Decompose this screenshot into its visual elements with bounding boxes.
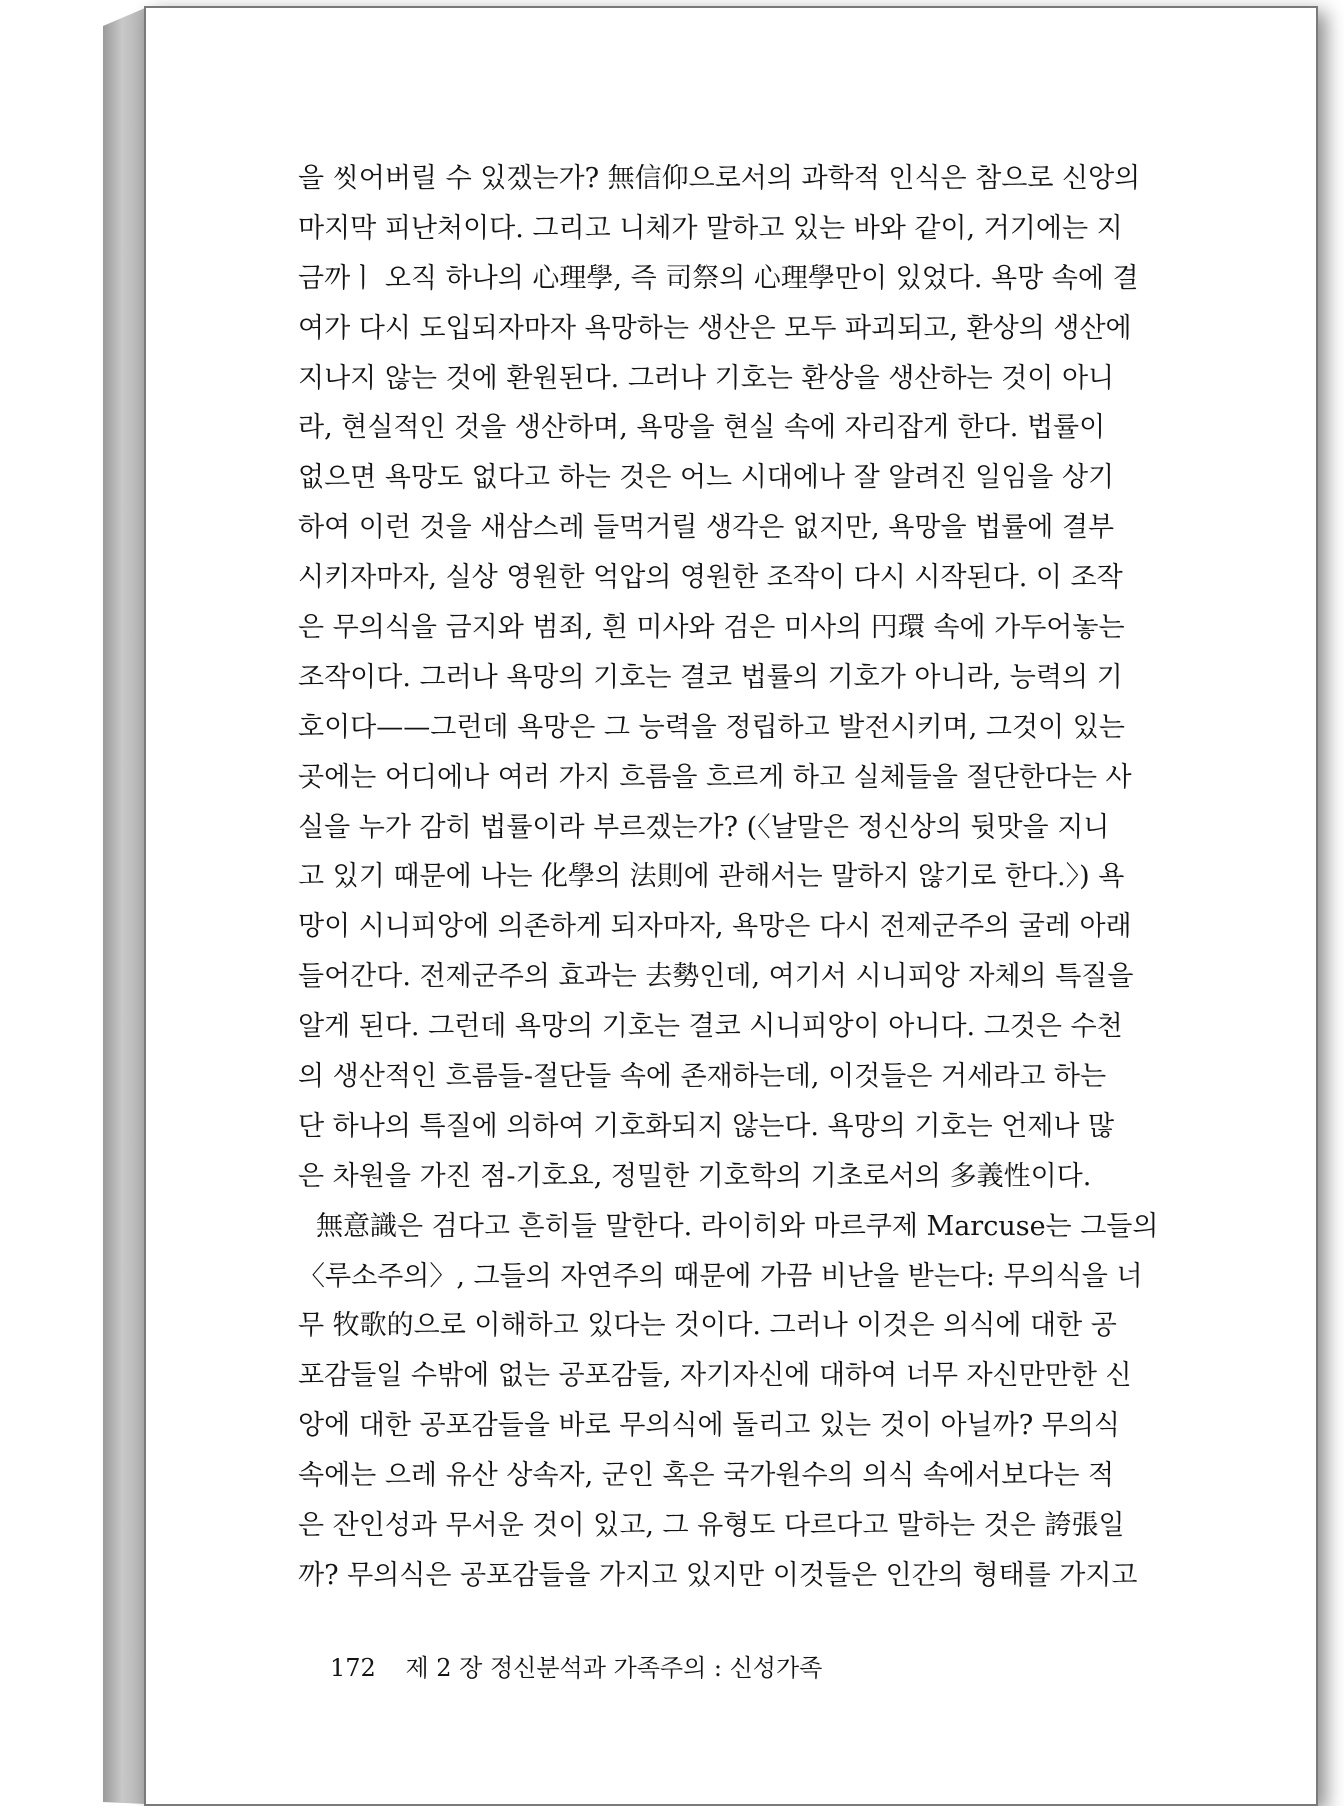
text-line: 하여 이런 것을 새삼스레 들먹거릴 생각은 없지만, 욕망을 법률에 결부: [298, 512, 1115, 544]
text-line: 까? 무의식은 공포감들을 가지고 있지만 이것들은 인간의 형태를 가지고: [298, 1559, 1138, 1591]
text-line: 알게 된다. 그런데 욕망의 기호는 결코 시니피앙이 아니다. 그것은 수천: [298, 1011, 1123, 1043]
text-line: 포감들일 수밖에 없는 공포감들, 자기자신에 대하여 너무 자신만만한 신: [298, 1360, 1132, 1392]
text-line: 금까ㅣ 오직 하나의 心理學, 즉 司祭의 心理學만이 있었다. 욕망 속에 결: [298, 262, 1139, 294]
text-line: 조작이다. 그러나 욕망의 기호는 결코 법률의 기호가 아니라, 능력의 기: [298, 661, 1123, 693]
text-line: 의 생산적인 흐름들-절단들 속에 존재하는데, 이것들은 거세라고 하는: [298, 1061, 1107, 1093]
text-line: 단 하나의 특질에 의하여 기호화되지 않는다. 욕망의 기호는 언제나 많: [298, 1110, 1115, 1142]
text-line: 앙에 대한 공포감들을 바로 무의식에 돌리고 있는 것이 아닐까? 무의식: [298, 1410, 1121, 1442]
text-line: 무 牧歌的으로 이해하고 있다는 것이다. 그러나 이것은 의식에 대한 공: [298, 1310, 1117, 1342]
text-line: 들어간다. 전제군주의 효과는 去勢인데, 여기서 시니피앙 자체의 특질을: [298, 961, 1134, 993]
book-page: [144, 6, 1318, 1806]
text-line: 곳에는 어디에나 여러 가지 흐름을 흐르게 하고 실체들을 절단한다는 사: [298, 761, 1132, 793]
text-line: 속에는 으레 유산 상속자, 군인 혹은 국가원수의 의식 속에서보다는 적: [298, 1460, 1115, 1492]
text-line: 은 잔인성과 무서운 것이 있고, 그 유형도 다르다고 말하는 것은 誇張일: [298, 1510, 1125, 1542]
text-line: 을 씻어버릴 수 있겠는가? 無信仰으로서의 과학적 인식은 참으로 신앙의: [298, 163, 1141, 194]
text-line: 없으면 욕망도 없다고 하는 것은 어느 시대에나 잘 알려진 일임을 상기: [298, 462, 1115, 494]
text-line: 여가 다시 도입되자마자 욕망하는 생산은 모두 파괴되고, 환상의 생산에: [298, 312, 1132, 344]
book-spine: [103, 8, 145, 1804]
text-line: 〈루소주의〉, 그들의 자연주의 때문에 가끔 비난을 받는다: 무의식을 너: [298, 1260, 1143, 1292]
text-line: 은 차원을 가진 점-기호요, 정밀한 기호학의 기초로서의 多義性이다.: [298, 1160, 1092, 1192]
text-line: 호이다——그런데 욕망은 그 능력을 정립하고 발전시키며, 그것이 있는: [298, 711, 1125, 743]
page-number: 172: [330, 1654, 376, 1682]
text-line: 지나지 않는 것에 환원된다. 그러나 기호는 환상을 생산하는 것이 아니: [298, 362, 1115, 394]
page-footer: [330, 1648, 822, 1683]
running-title: 제 2 장 정신분석과 가족주의 : 신성가족: [405, 1654, 823, 1682]
text-line: 실을 누가 감히 법률이라 부르겠는가? (〈날말은 정신상의 뒷맛을 지니: [298, 811, 1110, 843]
text-line: 無意識은 검다고 흔히들 말한다. 라이히와 마르쿠제 Marcuse는 그들의: [316, 1210, 1159, 1242]
page-body-text: [298, 154, 1188, 1601]
text-line: 마지막 피난처이다. 그리고 니체가 말하고 있는 바와 같이, 거기에는 지: [298, 212, 1123, 244]
text-line: 망이 시니피앙에 의존하게 되자마자, 욕망은 다시 전제군주의 굴레 아래: [298, 911, 1132, 943]
text-line: 라, 현실적인 것을 생산하며, 욕망을 현실 속에 자리잡게 한다. 법률이: [298, 412, 1106, 444]
text-line: 고 있기 때문에 나는 化學의 法則에 관해서는 말하지 않기로 한다.〉) 욕: [298, 861, 1125, 893]
text-line: 시키자마자, 실상 영원한 억압의 영원한 조작이 다시 시작된다. 이 조작: [298, 562, 1123, 594]
text-line: 은 무의식을 금지와 범죄, 흰 미사와 검은 미사의 円環 속에 가두어놓는: [298, 612, 1125, 644]
